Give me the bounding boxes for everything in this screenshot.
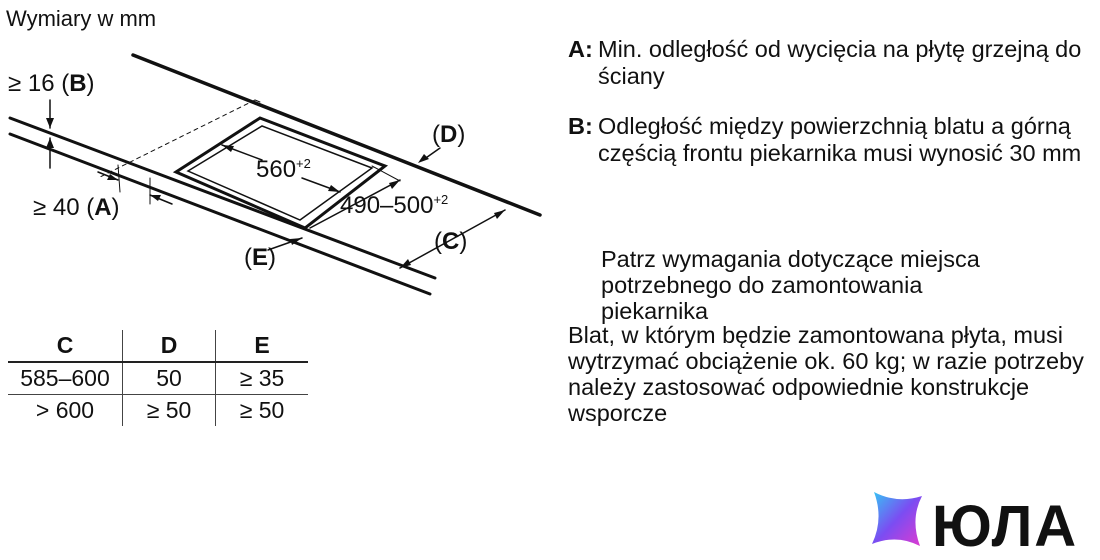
info-text: Patrz wymagania dotyczące miejsca potrzebnego do zamontowania piekarnika <box>601 246 980 324</box>
table-cell: 585–600 <box>20 365 110 391</box>
table-row <box>8 362 308 395</box>
table-cell: > 600 <box>8 395 123 427</box>
table-header: E <box>216 330 309 362</box>
label-e: (E) <box>244 244 277 271</box>
note-key: B: <box>568 113 593 139</box>
yula-logo-icon <box>866 488 928 550</box>
note-text: Min. odległość od wycięcia na płytę grzejną do ściany <box>598 36 1082 89</box>
label-d: (D) <box>432 121 466 148</box>
label-c: (C) <box>434 228 468 255</box>
notes-panel <box>568 36 1098 190</box>
table-cell: ≥ 50 <box>216 395 309 427</box>
table-cell: 50 <box>123 362 216 395</box>
table-row <box>8 395 308 427</box>
note-text: Odległość między powierzchnią blatu a górną częścią frontu piekarnika musi wynosić 30 mm <box>598 113 1082 166</box>
projection-line <box>98 100 255 178</box>
label-a: ≥ 40 (A) <box>33 194 120 221</box>
clearance-table <box>8 330 308 426</box>
label-b: ≥ 16 (B) <box>8 70 95 97</box>
note-key: A: <box>568 36 593 62</box>
load-text: Blat, w którym będzie zamontowana płyta, musi wytrzymać obciążenie ok. 60 kg; w razie potrzeby należy zastosować odpowiednie konstrukcje wsporcze <box>568 322 1084 426</box>
note-b <box>568 113 1098 167</box>
table-header: C <box>8 330 123 362</box>
table-cell: ≥ 35 <box>216 362 309 395</box>
dim-width-label: $560^{+2}$ <box>256 156 311 183</box>
note-a <box>568 36 1098 90</box>
table-cell: ≥ 50 <box>123 395 216 427</box>
dim-depth-label: $490-500^{+2}$ <box>340 192 449 219</box>
table-header-row <box>8 330 308 362</box>
table-header: D <box>123 330 216 362</box>
units-title: Wymiary w mm <box>6 6 157 31</box>
yula-logo-text: ЮЛА <box>932 494 1079 559</box>
